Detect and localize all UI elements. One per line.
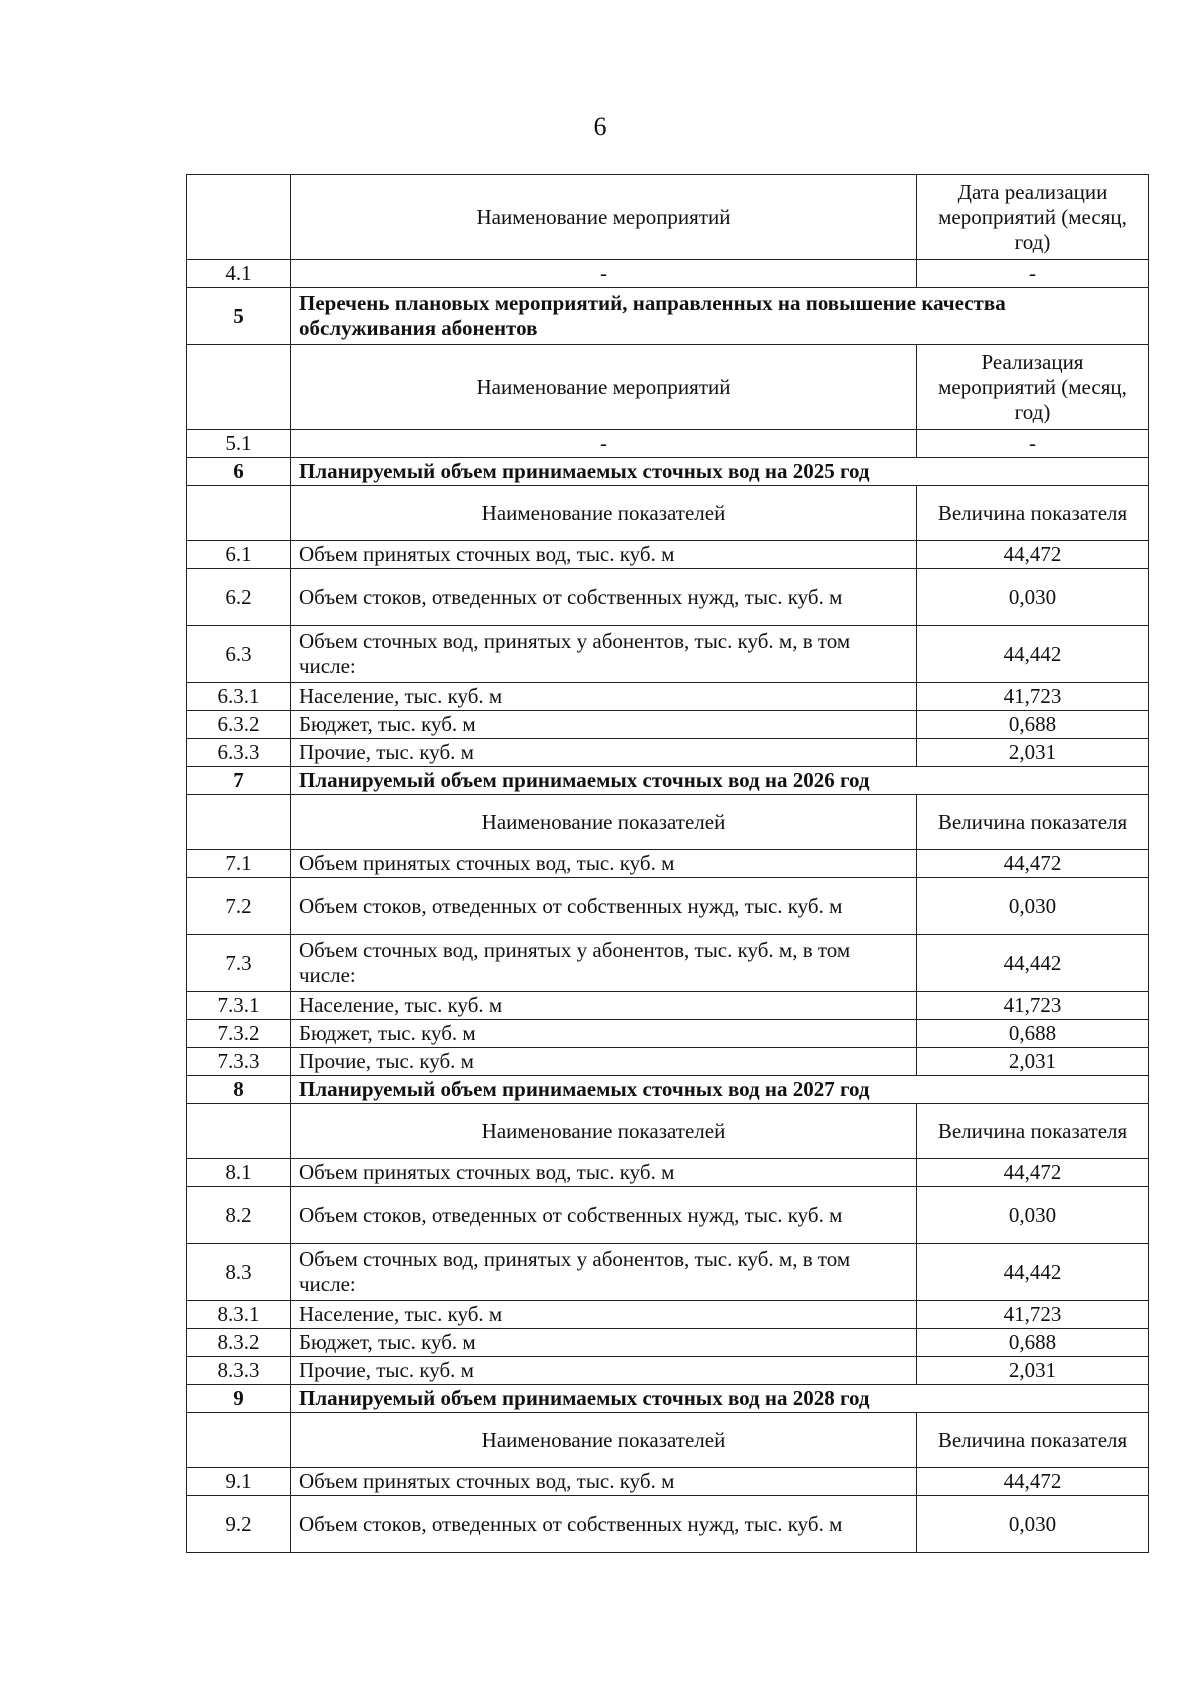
section-row bbox=[187, 458, 1149, 486]
row-value: - bbox=[917, 430, 1149, 458]
row-name: - bbox=[291, 430, 917, 458]
table-row bbox=[187, 626, 1149, 683]
row-number: 8.2 bbox=[187, 1187, 291, 1244]
table-header-row bbox=[187, 1413, 1149, 1468]
section-number: 7 bbox=[187, 767, 291, 795]
table-row bbox=[187, 878, 1149, 935]
row-value: 2,031 bbox=[917, 739, 1149, 767]
row-number: 8.3 bbox=[187, 1244, 291, 1301]
row-name: Объем принятых сточных вод, тыс. куб. м bbox=[291, 1159, 917, 1187]
row-number: 8.3.3 bbox=[187, 1357, 291, 1385]
row-name: Объем стоков, отведенных от собственных нужд, тыс. куб. м bbox=[291, 1496, 917, 1553]
row-name: Прочие, тыс. куб. м bbox=[291, 739, 917, 767]
row-number: 9.1 bbox=[187, 1468, 291, 1496]
row-value: 44,472 bbox=[917, 1159, 1149, 1187]
header-num-cell bbox=[187, 1104, 291, 1159]
row-value: 44,472 bbox=[917, 541, 1149, 569]
table-row bbox=[187, 935, 1149, 992]
table-row bbox=[187, 260, 1149, 288]
section-title: Планируемый объем принимаемых сточных вод на 2025 год bbox=[291, 458, 1149, 486]
row-number: 7.3 bbox=[187, 935, 291, 992]
row-number: 8.3.1 bbox=[187, 1301, 291, 1329]
table-row bbox=[187, 1020, 1149, 1048]
row-value: 0,030 bbox=[917, 878, 1149, 935]
row-number: 7.2 bbox=[187, 878, 291, 935]
row-value: 44,472 bbox=[917, 1468, 1149, 1496]
table-row bbox=[187, 683, 1149, 711]
table-header-row bbox=[187, 345, 1149, 430]
table-row bbox=[187, 1468, 1149, 1496]
section-number: 6 bbox=[187, 458, 291, 486]
section-title: Перечень плановых мероприятий, направленных на повышение качества обслуживания абонентов bbox=[291, 288, 1149, 345]
row-value: 0,030 bbox=[917, 1496, 1149, 1553]
header-name-cell: Наименование мероприятий bbox=[291, 345, 917, 430]
row-value: 41,723 bbox=[917, 1301, 1149, 1329]
table-row bbox=[187, 992, 1149, 1020]
header-name-cell: Наименование показателей bbox=[291, 486, 917, 541]
row-value: 2,031 bbox=[917, 1357, 1149, 1385]
row-number: 7.1 bbox=[187, 850, 291, 878]
row-value: 44,442 bbox=[917, 935, 1149, 992]
row-name: Прочие, тыс. куб. м bbox=[291, 1357, 917, 1385]
row-number: 7.3.3 bbox=[187, 1048, 291, 1076]
table-row bbox=[187, 430, 1149, 458]
row-name: Объем принятых сточных вод, тыс. куб. м bbox=[291, 850, 917, 878]
header-value-cell: Дата реализации мероприятий (месяц, год) bbox=[917, 175, 1149, 260]
row-value: 0,688 bbox=[917, 1329, 1149, 1357]
table-header-row bbox=[187, 1104, 1149, 1159]
section-row bbox=[187, 1076, 1149, 1104]
header-name-cell: Наименование показателей bbox=[291, 795, 917, 850]
row-name: Население, тыс. куб. м bbox=[291, 1301, 917, 1329]
row-name: Бюджет, тыс. куб. м bbox=[291, 1329, 917, 1357]
table-row bbox=[187, 1496, 1149, 1553]
section-row bbox=[187, 1385, 1149, 1413]
table-row bbox=[187, 850, 1149, 878]
section-title: Планируемый объем принимаемых сточных вод на 2027 год bbox=[291, 1076, 1149, 1104]
row-number: 7.3.2 bbox=[187, 1020, 291, 1048]
table-body bbox=[187, 175, 1149, 1553]
row-name: Бюджет, тыс. куб. м bbox=[291, 1020, 917, 1048]
row-name: - bbox=[291, 260, 917, 288]
table-row bbox=[187, 711, 1149, 739]
row-number: 4.1 bbox=[187, 260, 291, 288]
row-value: 44,472 bbox=[917, 850, 1149, 878]
table-row bbox=[187, 1329, 1149, 1357]
table-row bbox=[187, 1357, 1149, 1385]
row-number: 6.3.1 bbox=[187, 683, 291, 711]
table-row bbox=[187, 1301, 1149, 1329]
header-value-cell: Величина показателя bbox=[917, 795, 1149, 850]
page-number: 6 bbox=[593, 112, 607, 141]
table-header-row bbox=[187, 486, 1149, 541]
table-row bbox=[187, 1187, 1149, 1244]
document-table bbox=[186, 174, 1149, 1553]
row-value: - bbox=[917, 260, 1149, 288]
section-number: 9 bbox=[187, 1385, 291, 1413]
row-name: Объем стоков, отведенных от собственных нужд, тыс. куб. м bbox=[291, 878, 917, 935]
header-num-cell bbox=[187, 486, 291, 541]
row-value: 2,031 bbox=[917, 1048, 1149, 1076]
row-value: 0,030 bbox=[917, 1187, 1149, 1244]
table-row bbox=[187, 541, 1149, 569]
row-value: 0,030 bbox=[917, 569, 1149, 626]
table-row bbox=[187, 739, 1149, 767]
row-value: 44,442 bbox=[917, 626, 1149, 683]
row-name: Объем стоков, отведенных от собственных нужд, тыс. куб. м bbox=[291, 1187, 917, 1244]
row-number: 9.2 bbox=[187, 1496, 291, 1553]
row-number: 8.3.2 bbox=[187, 1329, 291, 1357]
table-row bbox=[187, 569, 1149, 626]
row-number: 6.2 bbox=[187, 569, 291, 626]
row-name: Население, тыс. куб. м bbox=[291, 992, 917, 1020]
section-number: 5 bbox=[187, 288, 291, 345]
row-number: 8.1 bbox=[187, 1159, 291, 1187]
row-value: 44,442 bbox=[917, 1244, 1149, 1301]
header-num-cell bbox=[187, 345, 291, 430]
row-name: Бюджет, тыс. куб. м bbox=[291, 711, 917, 739]
header-name-cell: Наименование показателей bbox=[291, 1104, 917, 1159]
table-header-row bbox=[187, 175, 1149, 260]
row-name: Объем принятых сточных вод, тыс. куб. м bbox=[291, 1468, 917, 1496]
row-number: 7.3.1 bbox=[187, 992, 291, 1020]
header-value-cell: Реализация мероприятий (месяц, год) bbox=[917, 345, 1149, 430]
table-row bbox=[187, 1244, 1149, 1301]
row-number: 6.1 bbox=[187, 541, 291, 569]
section-title: Планируемый объем принимаемых сточных вод на 2026 год bbox=[291, 767, 1149, 795]
row-name: Объем стоков, отведенных от собственных нужд, тыс. куб. м bbox=[291, 569, 917, 626]
row-name: Объем принятых сточных вод, тыс. куб. м bbox=[291, 541, 917, 569]
section-number: 8 bbox=[187, 1076, 291, 1104]
row-value: 0,688 bbox=[917, 1020, 1149, 1048]
header-num-cell bbox=[187, 795, 291, 850]
row-number: 5.1 bbox=[187, 430, 291, 458]
row-number: 6.3.2 bbox=[187, 711, 291, 739]
header-name-cell: Наименование мероприятий bbox=[291, 175, 917, 260]
row-value: 41,723 bbox=[917, 992, 1149, 1020]
row-name: Объем сточных вод, принятых у абонентов, тыс. куб. м, в том числе: bbox=[291, 935, 917, 992]
table-row bbox=[187, 1048, 1149, 1076]
header-value-cell: Величина показателя bbox=[917, 1104, 1149, 1159]
row-name: Прочие, тыс. куб. м bbox=[291, 1048, 917, 1076]
header-value-cell: Величина показателя bbox=[917, 486, 1149, 541]
row-number: 6.3 bbox=[187, 626, 291, 683]
row-number: 6.3.3 bbox=[187, 739, 291, 767]
header-num-cell bbox=[187, 1413, 291, 1468]
section-row bbox=[187, 767, 1149, 795]
row-name: Население, тыс. куб. м bbox=[291, 683, 917, 711]
header-name-cell: Наименование показателей bbox=[291, 1413, 917, 1468]
section-row bbox=[187, 288, 1149, 345]
header-value-cell: Величина показателя bbox=[917, 1413, 1149, 1468]
section-title: Планируемый объем принимаемых сточных вод на 2028 год bbox=[291, 1385, 1149, 1413]
row-value: 0,688 bbox=[917, 711, 1149, 739]
table-header-row bbox=[187, 795, 1149, 850]
header-num-cell bbox=[187, 175, 291, 260]
table-row bbox=[187, 1159, 1149, 1187]
row-value: 41,723 bbox=[917, 683, 1149, 711]
row-name: Объем сточных вод, принятых у абонентов, тыс. куб. м, в том числе: bbox=[291, 626, 917, 683]
row-name: Объем сточных вод, принятых у абонентов, тыс. куб. м, в том числе: bbox=[291, 1244, 917, 1301]
